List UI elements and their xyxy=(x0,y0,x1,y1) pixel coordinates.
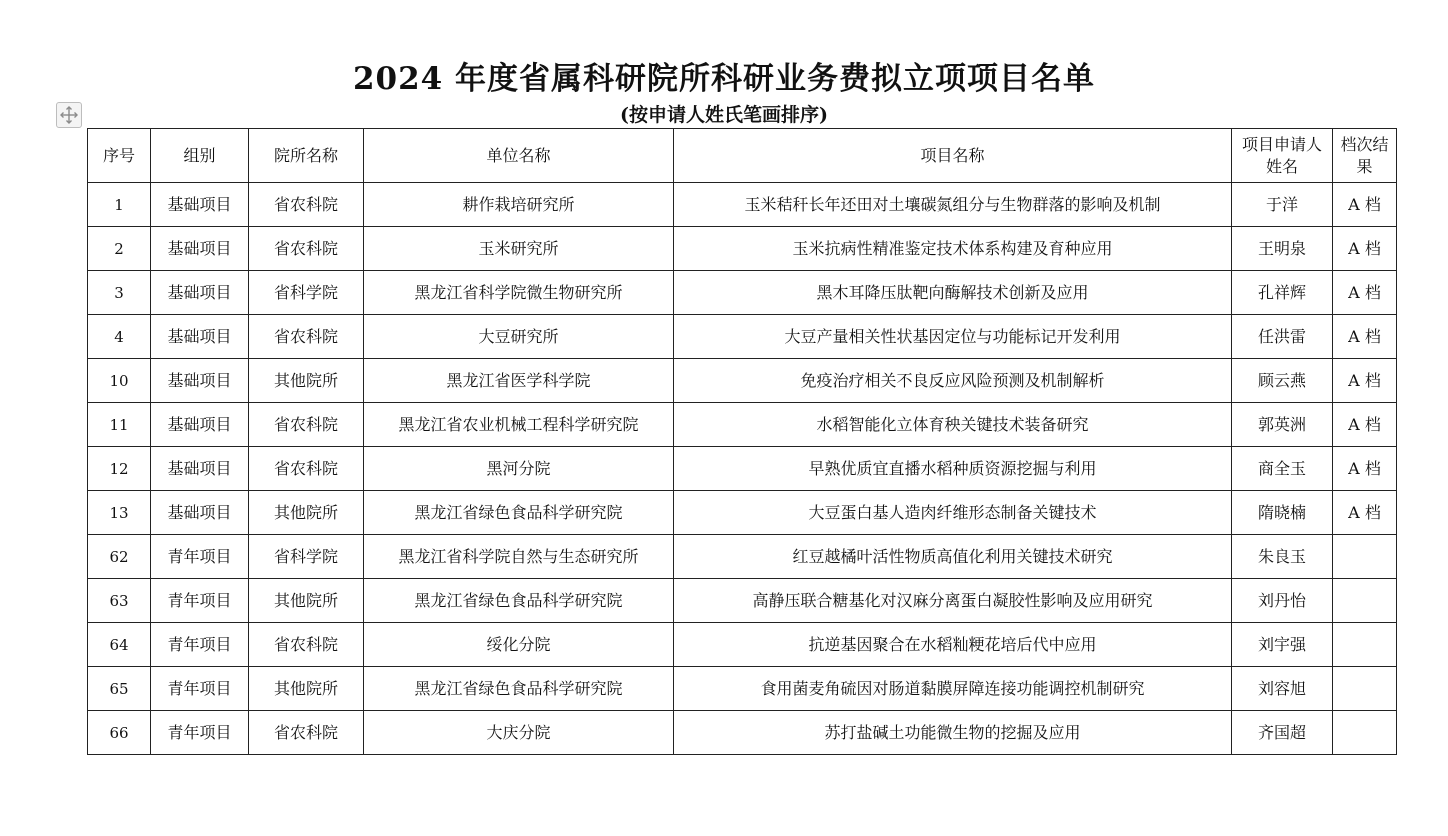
cell-grade xyxy=(1333,711,1397,755)
cell-project: 玉米秸秆长年还田对土壤碳氮组分与生物群落的影响及机制 xyxy=(674,183,1232,227)
cell-unit: 黑河分院 xyxy=(364,447,674,491)
cell-project: 大豆产量相关性状基因定位与功能标记开发利用 xyxy=(674,315,1232,359)
table-header-row xyxy=(88,129,1397,183)
cell-applicant: 王明泉 xyxy=(1232,227,1333,271)
cell-index: 4 xyxy=(88,315,151,359)
cell-grade: A 档 xyxy=(1333,227,1397,271)
cell-group: 基础项目 xyxy=(151,227,249,271)
cell-group: 基础项目 xyxy=(151,403,249,447)
cell-institute: 省农科院 xyxy=(249,227,364,271)
cell-group: 青年项目 xyxy=(151,623,249,667)
table-row xyxy=(88,447,1397,491)
cell-applicant: 刘容旭 xyxy=(1232,667,1333,711)
cell-index: 10 xyxy=(88,359,151,403)
cell-grade: A 档 xyxy=(1333,447,1397,491)
cell-grade xyxy=(1333,535,1397,579)
cell-grade: A 档 xyxy=(1333,271,1397,315)
header-grade: 档次结果 xyxy=(1333,129,1397,183)
table-row xyxy=(88,227,1397,271)
header-unit: 单位名称 xyxy=(364,129,674,183)
cell-applicant: 朱良玉 xyxy=(1232,535,1333,579)
cell-project: 早熟优质宜直播水稻种质资源挖掘与利用 xyxy=(674,447,1232,491)
cell-index: 13 xyxy=(88,491,151,535)
cell-applicant: 任洪雷 xyxy=(1232,315,1333,359)
cell-unit: 耕作栽培研究所 xyxy=(364,183,674,227)
cell-project: 玉米抗病性精准鉴定技术体系构建及育种应用 xyxy=(674,227,1232,271)
table-row xyxy=(88,403,1397,447)
move-arrows-icon xyxy=(59,105,79,125)
table-move-handle[interactable] xyxy=(56,102,82,128)
cell-project: 高静压联合糖基化对汉麻分离蛋白凝胶性影响及应用研究 xyxy=(674,579,1232,623)
cell-unit: 黑龙江省绿色食品科学研究院 xyxy=(364,667,674,711)
cell-project: 食用菌麦角硫因对肠道黏膜屏障连接功能调控机制研究 xyxy=(674,667,1232,711)
cell-index: 11 xyxy=(88,403,151,447)
cell-applicant: 刘宇强 xyxy=(1232,623,1333,667)
table-row xyxy=(88,579,1397,623)
cell-grade: A 档 xyxy=(1333,315,1397,359)
cell-group: 基础项目 xyxy=(151,315,249,359)
table-row xyxy=(88,491,1397,535)
cell-group: 基础项目 xyxy=(151,183,249,227)
table-row xyxy=(88,711,1397,755)
table-row xyxy=(88,183,1397,227)
cell-grade xyxy=(1333,667,1397,711)
cell-unit: 大庆分院 xyxy=(364,711,674,755)
cell-index: 12 xyxy=(88,447,151,491)
cell-institute: 省科学院 xyxy=(249,271,364,315)
cell-index: 65 xyxy=(88,667,151,711)
cell-index: 3 xyxy=(88,271,151,315)
cell-grade xyxy=(1333,579,1397,623)
cell-project: 苏打盐碱土功能微生物的挖掘及应用 xyxy=(674,711,1232,755)
cell-index: 63 xyxy=(88,579,151,623)
cell-index: 66 xyxy=(88,711,151,755)
cell-unit: 黑龙江省绿色食品科学研究院 xyxy=(364,491,674,535)
cell-index: 1 xyxy=(88,183,151,227)
page-title: 2024 年度省属科研院所科研业务费拟立项项目名单 xyxy=(352,61,1096,97)
cell-institute: 其他院所 xyxy=(249,491,364,535)
cell-unit: 绥化分院 xyxy=(364,623,674,667)
cell-unit: 黑龙江省科学院自然与生态研究所 xyxy=(364,535,674,579)
cell-group: 基础项目 xyxy=(151,359,249,403)
cell-applicant: 齐国超 xyxy=(1232,711,1333,755)
cell-group: 基础项目 xyxy=(151,271,249,315)
cell-project: 黑木耳降压肽靶向酶解技术创新及应用 xyxy=(674,271,1232,315)
header-project: 项目名称 xyxy=(674,129,1232,183)
cell-project: 水稻智能化立体育秧关键技术装备研究 xyxy=(674,403,1232,447)
cell-unit: 大豆研究所 xyxy=(364,315,674,359)
cell-group: 青年项目 xyxy=(151,579,249,623)
cell-institute: 省农科院 xyxy=(249,447,364,491)
table-row xyxy=(88,359,1397,403)
cell-unit: 玉米研究所 xyxy=(364,227,674,271)
cell-project: 大豆蛋白基人造肉纤维形态制备关键技术 xyxy=(674,491,1232,535)
cell-group: 青年项目 xyxy=(151,535,249,579)
cell-unit: 黑龙江省科学院微生物研究所 xyxy=(364,271,674,315)
header-institute: 院所名称 xyxy=(249,129,364,183)
cell-institute: 其他院所 xyxy=(249,579,364,623)
cell-project: 红豆越橘叶活性物质高值化利用关键技术研究 xyxy=(674,535,1232,579)
cell-institute: 其他院所 xyxy=(249,667,364,711)
cell-group: 青年项目 xyxy=(151,711,249,755)
header-group: 组别 xyxy=(151,129,249,183)
table-row xyxy=(88,315,1397,359)
cell-index: 62 xyxy=(88,535,151,579)
cell-institute: 省科学院 xyxy=(249,535,364,579)
page-subtitle: (按申请人姓氏笔画排序) xyxy=(620,104,828,126)
cell-unit: 黑龙江省绿色食品科学研究院 xyxy=(364,579,674,623)
cell-institute: 省农科院 xyxy=(249,623,364,667)
cell-index: 2 xyxy=(88,227,151,271)
table-row xyxy=(88,535,1397,579)
table-row xyxy=(88,623,1397,667)
cell-grade xyxy=(1333,623,1397,667)
cell-applicant: 刘丹怡 xyxy=(1232,579,1333,623)
cell-project: 免疫治疗相关不良反应风险预测及机制解析 xyxy=(674,359,1232,403)
cell-grade: A 档 xyxy=(1333,403,1397,447)
cell-applicant: 郭英洲 xyxy=(1232,403,1333,447)
cell-applicant: 于洋 xyxy=(1232,183,1333,227)
cell-group: 基础项目 xyxy=(151,491,249,535)
header-applicant: 项目申请人姓名 xyxy=(1232,129,1333,183)
cell-applicant: 孔祥辉 xyxy=(1232,271,1333,315)
table-row xyxy=(88,271,1397,315)
cell-institute: 省农科院 xyxy=(249,183,364,227)
cell-group: 基础项目 xyxy=(151,447,249,491)
cell-unit: 黑龙江省医学科学院 xyxy=(364,359,674,403)
cell-grade: A 档 xyxy=(1333,359,1397,403)
cell-institute: 省农科院 xyxy=(249,403,364,447)
cell-applicant: 隋晓楠 xyxy=(1232,491,1333,535)
cell-institute: 省农科院 xyxy=(249,711,364,755)
cell-applicant: 商全玉 xyxy=(1232,447,1333,491)
cell-group: 青年项目 xyxy=(151,667,249,711)
cell-grade: A 档 xyxy=(1333,183,1397,227)
cell-grade: A 档 xyxy=(1333,491,1397,535)
header-index: 序号 xyxy=(88,129,151,183)
cell-index: 64 xyxy=(88,623,151,667)
cell-unit: 黑龙江省农业机械工程科学研究院 xyxy=(364,403,674,447)
cell-institute: 其他院所 xyxy=(249,359,364,403)
project-table xyxy=(87,128,1397,755)
cell-project: 抗逆基因聚合在水稻籼粳花培后代中应用 xyxy=(674,623,1232,667)
table-row xyxy=(88,667,1397,711)
cell-applicant: 顾云燕 xyxy=(1232,359,1333,403)
table-body xyxy=(88,183,1397,755)
cell-institute: 省农科院 xyxy=(249,315,364,359)
